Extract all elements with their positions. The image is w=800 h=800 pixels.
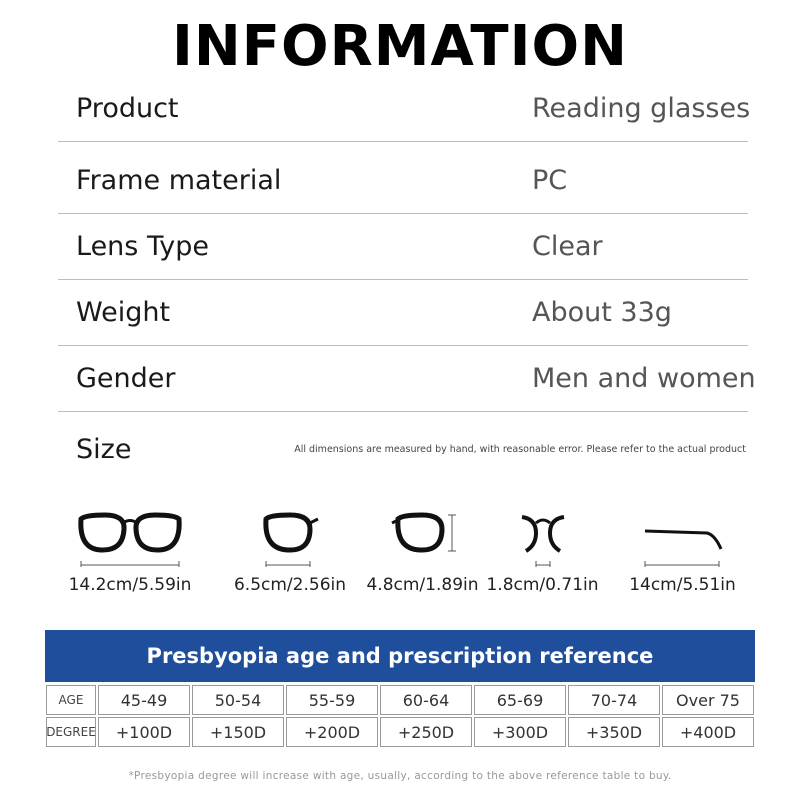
degree-cell: +350D [568, 717, 660, 747]
dimension-label: 1.8cm/0.71in [486, 575, 599, 595]
dimension-diagrams [0, 505, 800, 610]
spec-value: Reading glasses [532, 93, 751, 124]
lens-width-icon [260, 505, 320, 567]
bridge-width-icon [518, 505, 568, 567]
spec-row-lens-type [58, 214, 748, 280]
temple-length-icon [643, 505, 723, 567]
spec-value: About 33g [532, 297, 672, 328]
spec-label: Product [76, 93, 179, 124]
glasses-front-icon [75, 505, 185, 567]
presbyopia-reference-table [45, 630, 755, 748]
degree-cell: +150D [192, 717, 284, 747]
age-cell: 50-54 [192, 685, 284, 715]
degree-header-cell: DEGREE [46, 717, 96, 747]
spec-label: Gender [76, 363, 176, 394]
dimension-label: 14cm/5.51in [629, 575, 736, 595]
dimension-lens-width [225, 505, 355, 595]
footnote: *Presbyopia degree will increase with age, usually, according to the above reference table to buy. [128, 770, 672, 782]
spec-label: Weight [76, 297, 171, 328]
spec-row-gender [58, 346, 756, 412]
age-cell: 70-74 [568, 685, 660, 715]
degree-cell: +300D [474, 717, 566, 747]
reference-table-title: Presbyopia age and prescription reference [45, 630, 755, 682]
size-row [58, 420, 748, 480]
age-cell: Over 75 [662, 685, 754, 715]
age-row [45, 684, 755, 716]
dimension-total-width [65, 505, 195, 595]
spec-row-weight [58, 280, 748, 346]
spec-row-product [58, 76, 751, 142]
dimension-label: 6.5cm/2.56in [233, 575, 347, 595]
age-header-cell: AGE [46, 685, 96, 715]
degree-cell: +200D [286, 717, 378, 747]
size-label: Size [76, 434, 132, 465]
spec-value: Men and women [532, 363, 756, 394]
degree-cell: +250D [380, 717, 472, 747]
reference-grid [45, 684, 755, 748]
degree-cell: +400D [662, 717, 754, 747]
spec-label: Lens Type [76, 231, 209, 262]
dimension-label: 14.2cm/5.59in [68, 575, 192, 595]
degree-cell: +100D [98, 717, 190, 747]
row-divider [58, 411, 748, 412]
age-cell: 65-69 [474, 685, 566, 715]
dimension-bridge-width [480, 505, 605, 595]
spec-row-frame-material [58, 148, 748, 214]
spec-value: Clear [532, 231, 603, 262]
spec-label: Frame material [76, 165, 282, 196]
age-cell: 45-49 [98, 685, 190, 715]
age-cell: 60-64 [380, 685, 472, 715]
dimension-lens-height [360, 505, 485, 595]
page-title: INFORMATION [172, 14, 628, 79]
spec-value: PC [532, 165, 568, 196]
dimension-label: 4.8cm/1.89in [366, 575, 479, 595]
dimension-temple-length [615, 505, 750, 595]
age-cell: 55-59 [286, 685, 378, 715]
lens-height-icon [388, 505, 458, 567]
measurement-note: All dimensions are measured by hand, with reasonable error. Please refer to the actual product [294, 444, 746, 455]
degree-row [45, 716, 755, 748]
row-divider [58, 141, 748, 142]
